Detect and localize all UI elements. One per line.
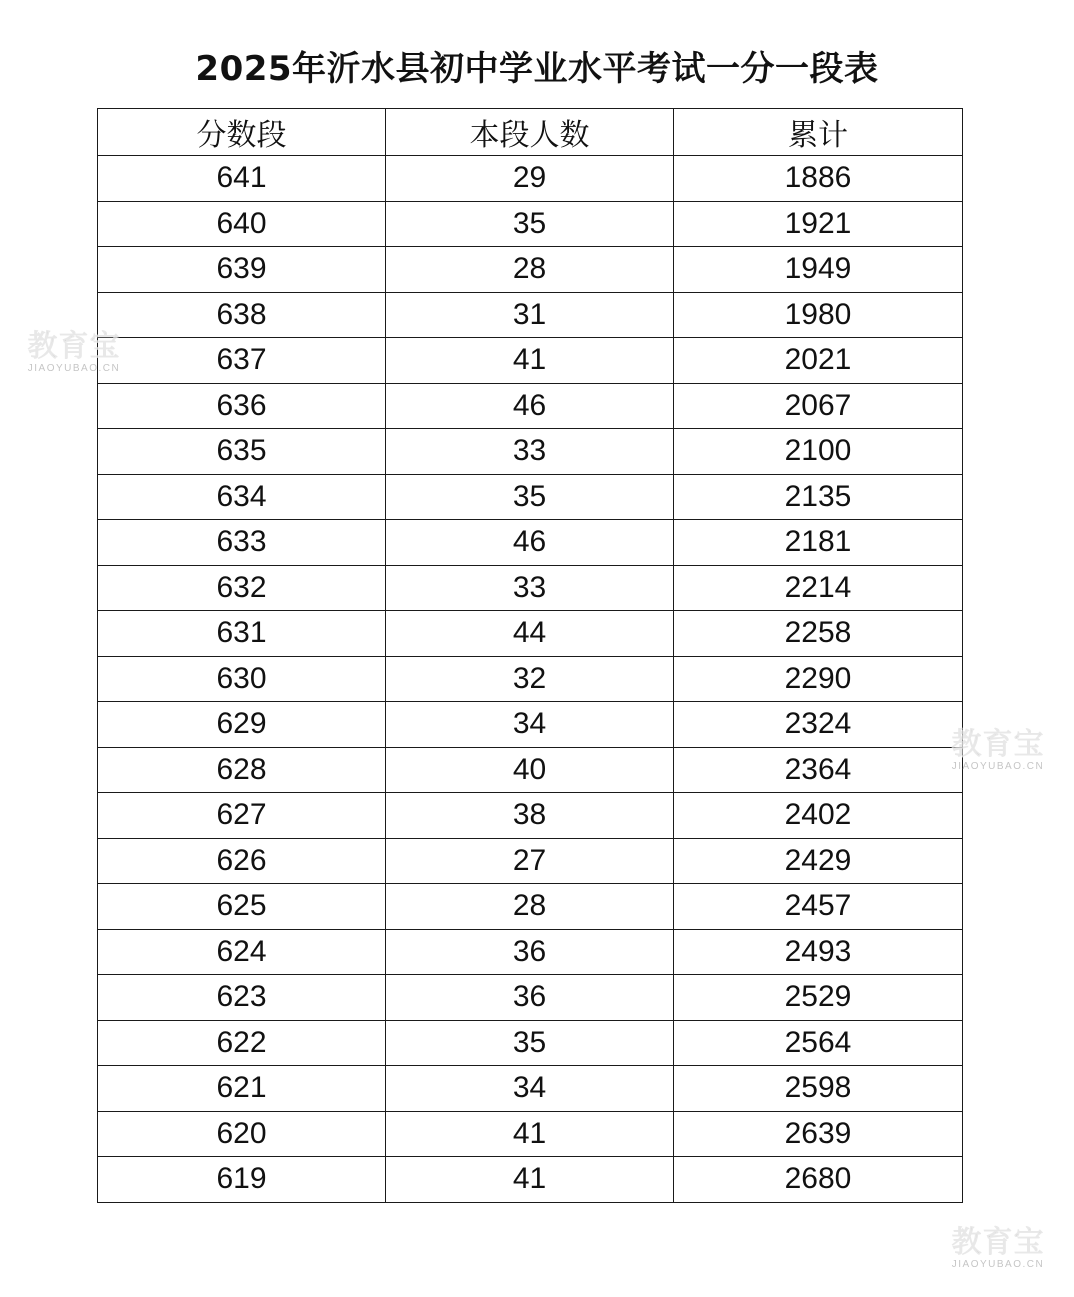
cell-score: 639 <box>98 247 386 293</box>
watermark-domain: JIAOYUBAO.CN <box>951 761 1045 772</box>
cell-count: 46 <box>386 520 674 566</box>
cell-cumulative: 1980 <box>674 292 963 338</box>
cell-cumulative: 2067 <box>674 383 963 429</box>
header-score-segment: 分数段 <box>98 109 386 156</box>
table-row <box>98 793 963 839</box>
cell-score: 622 <box>98 1020 386 1066</box>
cell-score: 630 <box>98 656 386 702</box>
cell-score: 628 <box>98 747 386 793</box>
cell-score: 625 <box>98 884 386 930</box>
cell-score: 638 <box>98 292 386 338</box>
cell-count: 36 <box>386 929 674 975</box>
cell-count: 41 <box>386 1157 674 1203</box>
cell-count: 40 <box>386 747 674 793</box>
cell-score: 624 <box>98 929 386 975</box>
cell-cumulative: 2564 <box>674 1020 963 1066</box>
cell-count: 28 <box>386 247 674 293</box>
table-row <box>98 247 963 293</box>
watermark-domain: JIAOYUBAO.CN <box>27 363 121 374</box>
cell-score: 631 <box>98 611 386 657</box>
cell-count: 34 <box>386 702 674 748</box>
cell-cumulative: 2214 <box>674 565 963 611</box>
table-row <box>98 1157 963 1203</box>
cell-score: 629 <box>98 702 386 748</box>
cell-count: 41 <box>386 1111 674 1157</box>
table-row <box>98 1066 963 1112</box>
cell-score: 623 <box>98 975 386 1021</box>
table-row <box>98 1111 963 1157</box>
cell-count: 29 <box>386 156 674 202</box>
table-row <box>98 611 963 657</box>
cell-count: 31 <box>386 292 674 338</box>
cell-score: 640 <box>98 201 386 247</box>
cell-cumulative: 2598 <box>674 1066 963 1112</box>
table-header-row <box>98 109 963 156</box>
cell-cumulative: 2457 <box>674 884 963 930</box>
page-title: 2025年沂水县初中学业水平考试一分一段表 <box>195 49 879 89</box>
table-row <box>98 747 963 793</box>
cell-count: 35 <box>386 474 674 520</box>
cell-score: 632 <box>98 565 386 611</box>
cell-count: 44 <box>386 611 674 657</box>
cell-count: 27 <box>386 838 674 884</box>
cell-cumulative: 1949 <box>674 247 963 293</box>
cell-cumulative: 2100 <box>674 429 963 475</box>
cell-count: 33 <box>386 565 674 611</box>
cell-cumulative: 2680 <box>674 1157 963 1203</box>
cell-cumulative: 2258 <box>674 611 963 657</box>
table-row <box>98 565 963 611</box>
table-row <box>98 292 963 338</box>
cell-cumulative: 2493 <box>674 929 963 975</box>
table-row <box>98 383 963 429</box>
cell-score: 641 <box>98 156 386 202</box>
watermark-text: 教育宝 <box>951 1225 1045 1260</box>
table-row <box>98 474 963 520</box>
cell-cumulative: 1886 <box>674 156 963 202</box>
table-row <box>98 975 963 1021</box>
cell-cumulative: 2021 <box>674 338 963 384</box>
cell-count: 33 <box>386 429 674 475</box>
table-row <box>98 429 963 475</box>
table-row <box>98 201 963 247</box>
cell-score: 627 <box>98 793 386 839</box>
cell-cumulative: 2639 <box>674 1111 963 1157</box>
cell-cumulative: 2529 <box>674 975 963 1021</box>
cell-count: 28 <box>386 884 674 930</box>
cell-score: 634 <box>98 474 386 520</box>
cell-cumulative: 2181 <box>674 520 963 566</box>
table-row <box>98 838 963 884</box>
header-cumulative: 累计 <box>674 109 963 156</box>
cell-score: 621 <box>98 1066 386 1112</box>
cell-count: 32 <box>386 656 674 702</box>
table-row <box>98 884 963 930</box>
cell-cumulative: 2429 <box>674 838 963 884</box>
table-row <box>98 520 963 566</box>
cell-count: 34 <box>386 1066 674 1112</box>
header-segment-count: 本段人数 <box>386 109 674 156</box>
score-distribution-table <box>97 108 963 1203</box>
table-row <box>98 156 963 202</box>
cell-cumulative: 2364 <box>674 747 963 793</box>
cell-score: 633 <box>98 520 386 566</box>
watermark-text: 教育宝 <box>951 727 1045 762</box>
cell-score: 626 <box>98 838 386 884</box>
table-row <box>98 338 963 384</box>
table-row <box>98 656 963 702</box>
watermark-logo <box>938 1225 1058 1270</box>
table-row <box>98 929 963 975</box>
cell-score: 637 <box>98 338 386 384</box>
cell-score: 619 <box>98 1157 386 1203</box>
watermark-text: 教育宝 <box>27 329 121 364</box>
table-row <box>98 702 963 748</box>
cell-cumulative: 2324 <box>674 702 963 748</box>
watermark-domain: JIAOYUBAO.CN <box>951 1259 1045 1270</box>
cell-cumulative: 1921 <box>674 201 963 247</box>
cell-count: 35 <box>386 201 674 247</box>
cell-count: 35 <box>386 1020 674 1066</box>
cell-score: 620 <box>98 1111 386 1157</box>
cell-score: 636 <box>98 383 386 429</box>
cell-count: 36 <box>386 975 674 1021</box>
cell-count: 41 <box>386 338 674 384</box>
cell-score: 635 <box>98 429 386 475</box>
cell-cumulative: 2290 <box>674 656 963 702</box>
cell-count: 46 <box>386 383 674 429</box>
cell-cumulative: 2135 <box>674 474 963 520</box>
table-row <box>98 1020 963 1066</box>
cell-cumulative: 2402 <box>674 793 963 839</box>
table-body <box>98 156 963 1203</box>
cell-count: 38 <box>386 793 674 839</box>
